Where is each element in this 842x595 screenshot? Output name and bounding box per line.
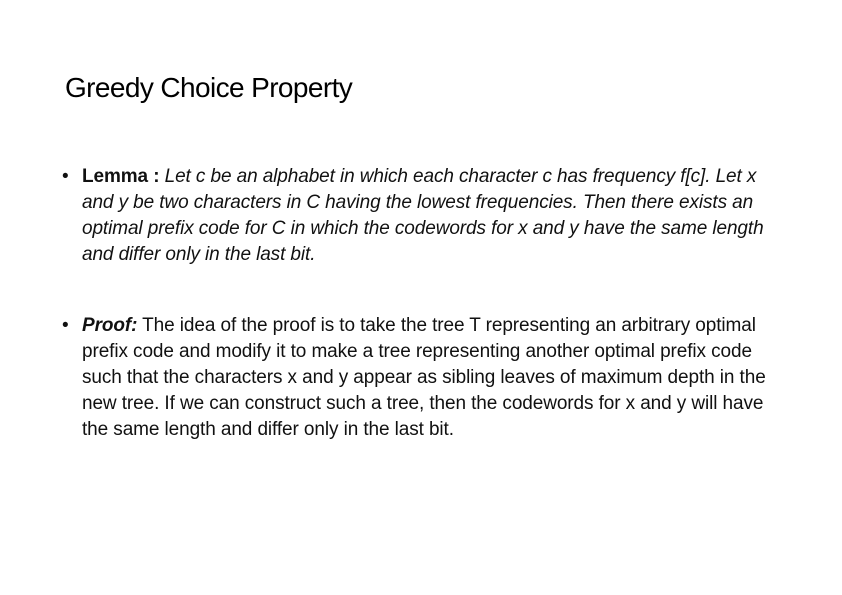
slide-title: Greedy Choice Property bbox=[65, 72, 353, 103]
lemma-label: Lemma : bbox=[82, 166, 165, 187]
bullet-list-lemma bbox=[62, 164, 782, 268]
bullet-proof bbox=[62, 313, 782, 443]
bullet-list-proof bbox=[62, 313, 782, 443]
lemma-text: Let c be an alphabet in which each character c has frequency f[c]. Let x and y be two characters in C having the lowest frequencies. Then there exists an optimal prefix code for C in which the codewords for x and y have the same length and differ only in the last bit. bbox=[82, 166, 764, 265]
bullet-lemma bbox=[62, 164, 782, 268]
bullet-dot-icon: • bbox=[62, 315, 69, 336]
proof-label: Proof: bbox=[82, 315, 138, 336]
bullet-dot-icon: • bbox=[62, 166, 69, 187]
proof-text: The idea of the proof is to take the tree T representing an arbitrary optimal prefix code and modify it to make a tree representing another optimal prefix code such that the characters x and y appear as sibling leaves of maximum depth in the new tree. If we can construct such a tree, then the codewords for x and y will have the same length and differ only in the last bit. bbox=[82, 315, 766, 440]
